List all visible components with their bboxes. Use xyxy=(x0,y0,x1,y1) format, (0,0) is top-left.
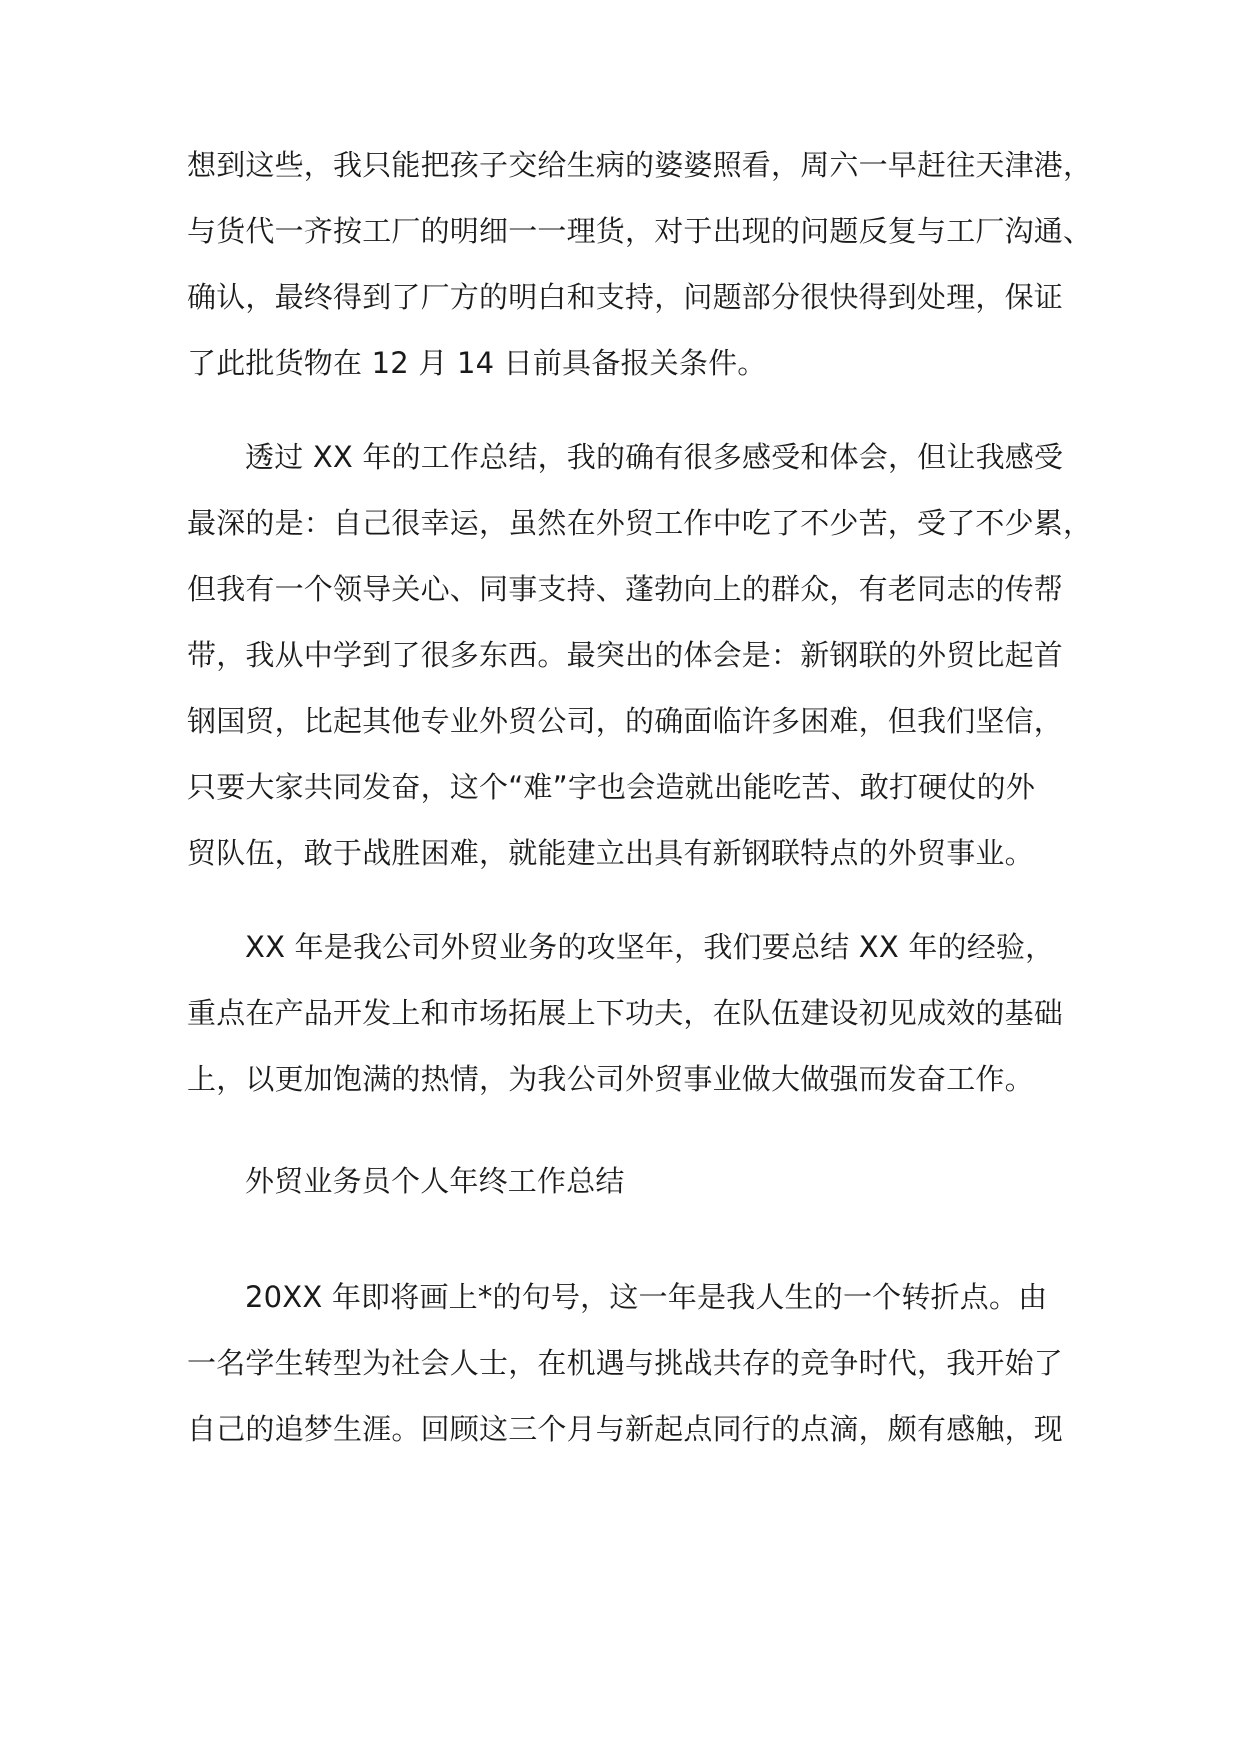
text-line: 重点在产品开发上和市场拓展上下功夫，在队伍建设初见成效的基础 xyxy=(187,996,1064,1030)
text-line: 贸队伍，敢于战胜困难，就能建立出具有新钢联特点的外贸事业。 xyxy=(187,836,1034,870)
text-line: 与货代一齐按工厂的明细一一理货，对于出现的问题反复与工厂沟通、 xyxy=(187,214,1093,248)
text-line: 带，我从中学到了很多东西。最突出的体会是：新钢联的外贸比起首 xyxy=(187,638,1064,672)
text-line: 确认，最终得到了厂方的明白和支持，问题部分很快得到处理，保证 xyxy=(187,280,1064,314)
text-line: 最深的是：自己很幸运，虽然在外贸工作中吃了不少苦，受了不少累， xyxy=(187,506,1093,540)
paragraph-2 xyxy=(187,424,1093,886)
text-line: 20XX 年即将画上*的句号，这一年是我人生的一个转折点。由 xyxy=(245,1280,1048,1314)
text-line: 但我有一个领导关心、同事支持、蓬勃向上的群众，有老同志的传帮 xyxy=(187,572,1064,606)
text-line: 透过 XX 年的工作总结，我的确有很多感受和体会，但让我感受 xyxy=(245,440,1064,474)
text-line: 一名学生转型为社会人士，在机遇与挑战共存的竞争时代，我开始了 xyxy=(187,1346,1064,1380)
text-line: 想到这些，我只能把孩子交给生病的婆婆照看，周六一早赶往天津港， xyxy=(187,148,1093,182)
text-line: 了此批货物在 12 月 14 日前具备报关条件。 xyxy=(187,346,767,380)
text-line: 只要大家共同发奋，这个“难”字也会造就出能吃苦、敢打硬仗的外 xyxy=(187,770,1036,804)
paragraph-5 xyxy=(187,1264,1087,1462)
paragraph-3 xyxy=(187,914,1087,1112)
text-line: XX 年是我公司外贸业务的攻坚年，我们要总结 XX 年的经验， xyxy=(245,930,1055,964)
text-line: 钢国贸，比起其他专业外贸公司，的确面临许多困难，但我们坚信， xyxy=(187,704,1064,738)
paragraph-1 xyxy=(187,132,1093,396)
text-line: 自己的追梦生涯。回顾这三个月与新起点同行的点滴，颇有感触，现 xyxy=(187,1412,1064,1446)
heading-text: 外贸业务员个人年终工作总结 xyxy=(245,1164,625,1198)
section-heading xyxy=(187,1148,1087,1214)
text-line: 上，以更加饱满的热情，为我公司外贸事业做大做强而发奋工作。 xyxy=(187,1062,1034,1096)
